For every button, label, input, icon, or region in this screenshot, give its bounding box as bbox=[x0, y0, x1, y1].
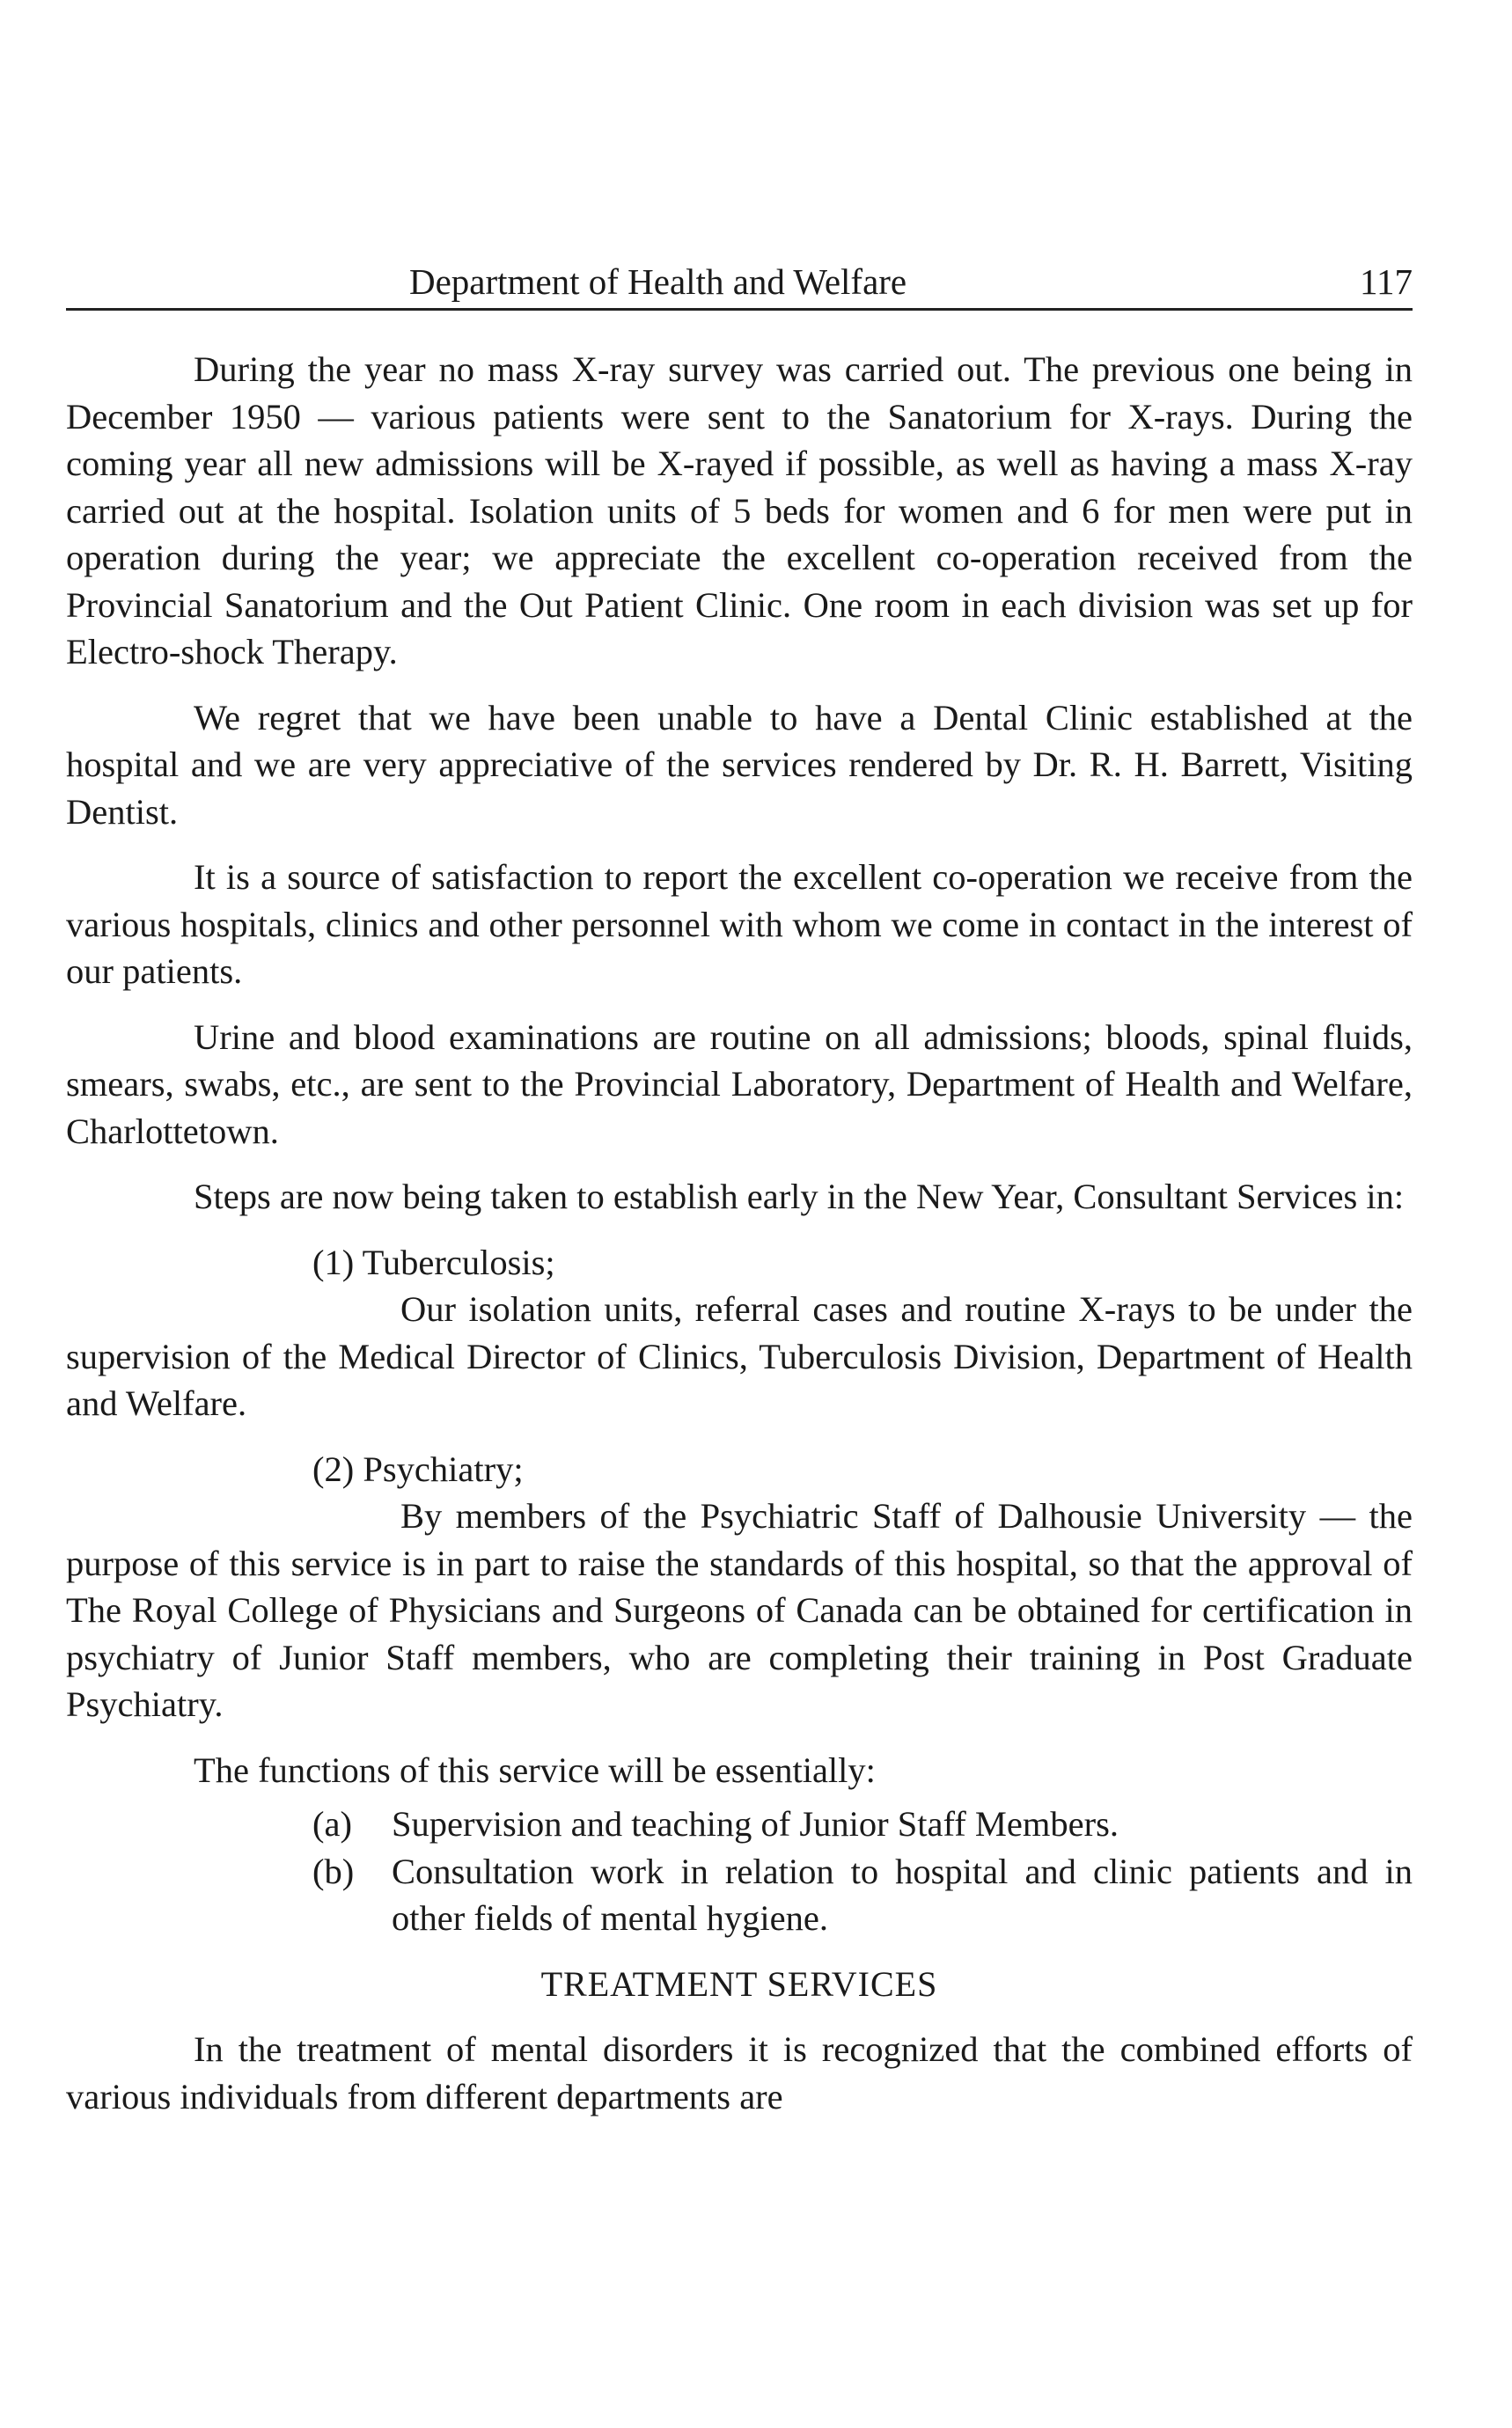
running-header bbox=[66, 255, 1413, 311]
paragraph-functions-intro: The functions of this service will be essentially: bbox=[194, 1749, 876, 1790]
paragraph-xray-survey: During the year no mass X-ray survey was carried out. The previous one being in December 1950 — various patients were sent to the Sanatorium for X-rays. During the coming year all new admissions will be X-rayed if possible, as well as having a mass X-ray carried out at the hospital. Isolation units of 5 beds for women and 6 for men were put in operation during the year; we appreciate the excellent co-operation received from the Provincial Sanatorium and the Out Patient Clinic. One room in each division was set up for Electro-shock Therapy. bbox=[66, 349, 1413, 671]
service-heading-tuberculosis: (1) Tuberculosis; bbox=[312, 1242, 555, 1282]
page-number: 117 bbox=[1360, 261, 1413, 302]
service-heading-psychiatry: (2) Psychiatry; bbox=[312, 1449, 524, 1489]
paragraph-consultant-services: Steps are now being taken to establish early in the New Year, Consultant Services in: bbox=[194, 1177, 1405, 1216]
list-item bbox=[66, 1801, 1413, 1848]
paragraph-treatment: In the treatment of mental disorders it is recognized that the combined efforts of various individuals from different departments are bbox=[66, 2029, 1413, 2116]
list-marker: (b) bbox=[312, 1851, 355, 1891]
list-item bbox=[66, 1848, 1413, 1942]
running-title: Department of Health and Welfare bbox=[409, 261, 907, 302]
service-body-psychiatry: By members of the Psychiatric Staff of Dalhousie University — the purpose of this service is in part to raise the standards of this hospital, so that the approval of The Royal College of Physicians and Surgeons of Canada can be obtained for certification in psychiatry of Junior Staff members, who are completing their training in Post Graduate Psychiatry. bbox=[66, 1496, 1413, 1724]
paragraph-examinations: Urine and blood examinations are routine on all admissions; bloods, spinal fluids, smears, swabs, etc., are sent to the Provincial Laboratory, Department of Health and Welfare, Charlottetown. bbox=[66, 1016, 1413, 1151]
service-body-tuberculosis: Our isolation units, referral cases and routine X-rays to be under the supervision of the Medical Director of Clinics, Tuberculosis Division, Department of Health and Welfare. bbox=[66, 1289, 1413, 1423]
document-page bbox=[66, 255, 1413, 2138]
list-marker: (a) bbox=[312, 1804, 352, 1844]
paragraph-cooperation: It is a source of satisfaction to report the excellent co-operation we receive from the various hospitals, clinics and other personnel with whom we come in contact in the interest of our patients. bbox=[66, 857, 1413, 991]
functions-list bbox=[66, 1801, 1413, 1942]
page-body bbox=[66, 346, 1413, 2120]
paragraph-dental-clinic: We regret that we have been unable to have a Dental Clinic established at the hospital and we are very appreciative of the services rendered by Dr. R. H. Barrett, Visiting Dentist. bbox=[66, 697, 1413, 832]
list-item-text: Supervision and teaching of Junior Staff Members. bbox=[392, 1804, 1119, 1844]
list-item-text: Consultation work in relation to hospital and clinic patients and in other fields of mental hygiene. bbox=[392, 1851, 1413, 1938]
section-heading-treatment: TREATMENT SERVICES bbox=[540, 1963, 938, 2004]
